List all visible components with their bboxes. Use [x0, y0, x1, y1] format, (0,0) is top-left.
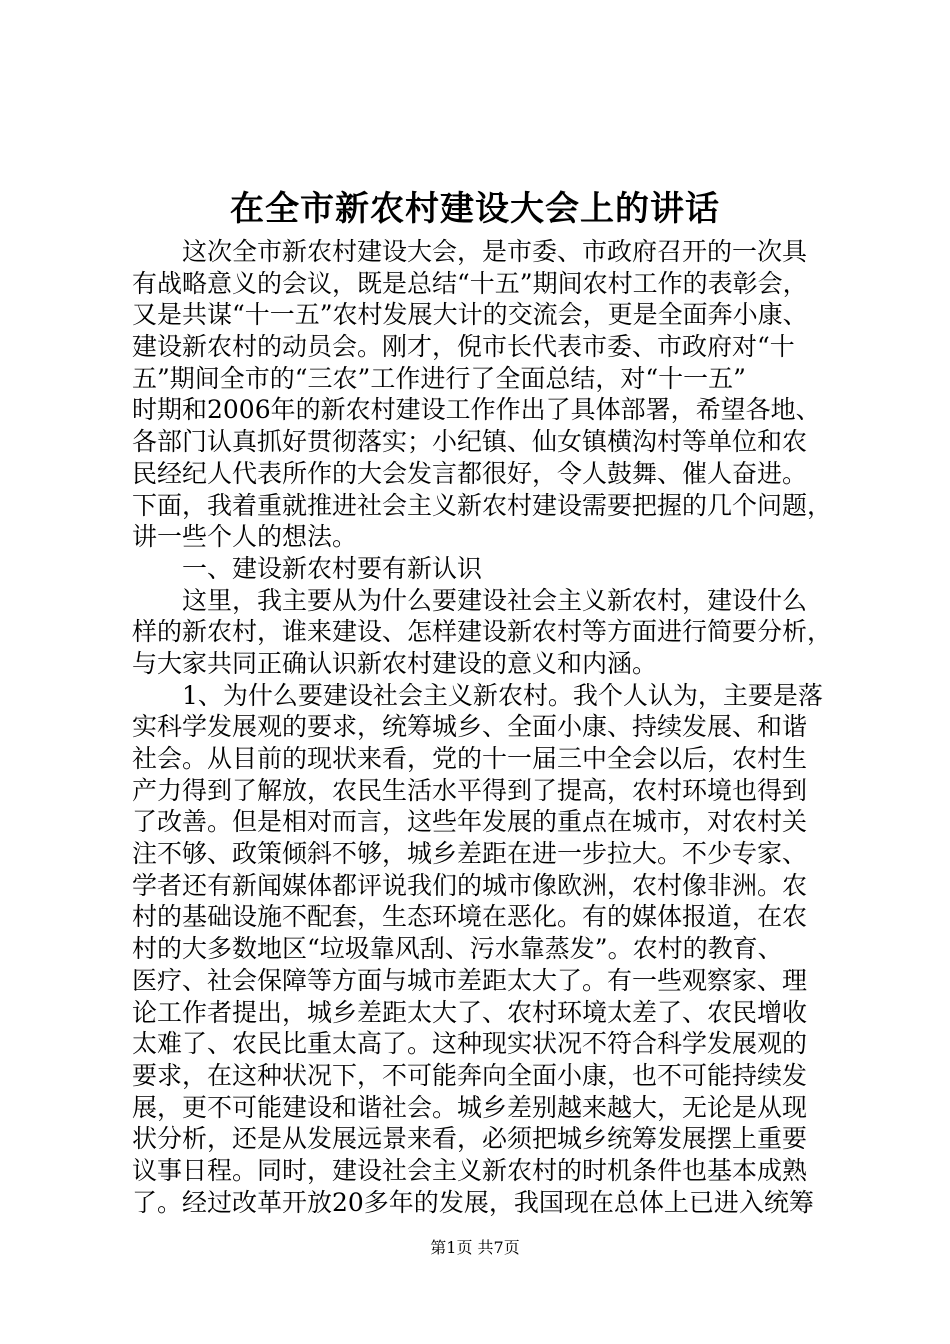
text-line: 各部门认真抓好贯彻落实；小纪镇、仙女镇横沟村等单位和农 — [132, 427, 808, 457]
text-line: 社会。从目前的现状来看，党的十一届三中全会以后，农村生 — [132, 744, 808, 773]
text-line: 讲一些个人的想法。 — [132, 522, 358, 552]
text-line: 实科学发展观的要求，统筹城乡、全面小康、持续发展、和谐 — [132, 712, 808, 742]
document-title: 在全市新农村建设大会上的讲话 — [230, 189, 720, 229]
text-line: 又是共谋“十一五”农村发展大计的交流会，更是全面奔小康、 — [132, 300, 808, 330]
text-line: 产力得到了解放，农民生活水平得到了提高，农村环境也得到 — [132, 775, 808, 805]
text-line: 医疗、社会保障等方面与城市差距太大了。有一些观察家、理 — [132, 965, 808, 995]
text-line: 学者还有新闻媒体都评说我们的城市像欧洲，农村像非洲。农 — [132, 870, 808, 900]
text-line: 太难了、农民比重太高了。这种现实状况不符合科学发展观的 — [132, 1029, 808, 1059]
document-body — [132, 236, 832, 1218]
text-line: 与大家共同正确认识新农村建设的意义和内涵。 — [132, 648, 658, 678]
text-line: 村的基础设施不配套，生态环境在恶化。有的媒体报道，在农 — [132, 902, 808, 932]
text-line: 1、为什么要建设社会主义新农村。我个人认为，主要是落 — [182, 680, 823, 710]
text-line: 样的新农村，谁来建设、怎样建设新农村等方面进行简要分析， — [132, 617, 832, 647]
text-line: 下面，我着重就推进社会主义新农村建设需要把握的几个问题， — [132, 490, 832, 520]
text-line: 这次全市新农村建设大会，是市委、市政府召开的一次具 — [182, 237, 808, 266]
text-line: 这里，我主要从为什么要建设社会主义新农村，建设什么 — [182, 585, 808, 615]
page-number-footer: 第1页 共7页 — [430, 1238, 520, 1257]
text-line: 民经纪人代表所作的大会发言都很好，令人鼓舞、催人奋进。 — [132, 458, 808, 488]
text-line: 议事日程。同时，建设社会主义新农村的时机条件也基本成熟 — [132, 1155, 808, 1185]
text-line: 了改善。但是相对而言，这些年发展的重点在城市，对农村关 — [132, 807, 808, 837]
text-line: 状分析，还是从发展远景来看，必须把城乡统筹发展摆上重要 — [132, 1124, 808, 1154]
text-line: 注不够、政策倾斜不够，城乡差距在进一步拉大。不少专家、 — [132, 839, 808, 869]
text-line: 有战略意义的会议，既是总结“十五”期间农村工作的表彰会， — [132, 268, 808, 298]
text-line: 时期和2006年的新农村建设工作作出了具体部署，希望各地、 — [132, 395, 821, 425]
text-line: 一、建设新农村要有新认识 — [182, 553, 483, 583]
text-line: 五”期间全市的“三农”工作进行了全面总结，对“十一五” — [132, 363, 746, 393]
text-line: 建设新农村的动员会。刚才，倪市长代表市委、市政府对“十 — [132, 332, 795, 362]
text-line: 村的大多数地区“垃圾靠风刮、污水靠蒸发”。农村的教育、 — [132, 934, 783, 964]
text-line: 展，更不可能建设和谐社会。城乡差别越来越大，无论是从现 — [132, 1092, 808, 1122]
text-line: 论工作者提出，城乡差距太大了、农村环境太差了、农民增收 — [132, 997, 808, 1027]
text-line: 了。经过改革开放20多年的发展，我国现在总体上已进入统筹 — [132, 1187, 814, 1217]
text-line: 要求，在这种状况下，不可能奔向全面小康，也不可能持续发 — [132, 1060, 808, 1090]
